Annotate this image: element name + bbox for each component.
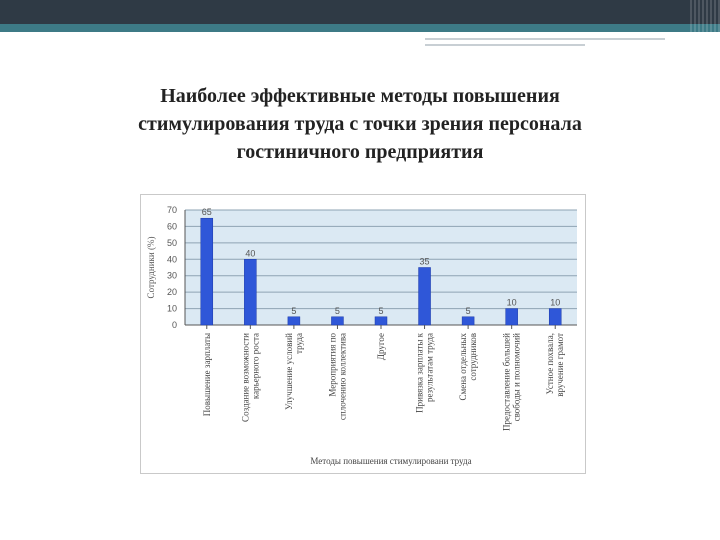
chart-frame — [140, 194, 586, 474]
bar — [244, 259, 256, 325]
y-tick-label: 0 — [171, 320, 177, 330]
x-tick-label: Создание возможностикарьерного роста — [240, 333, 261, 422]
data-label: 5 — [291, 305, 297, 316]
bar — [462, 317, 474, 325]
x-axis-label: Методы повышения стимулировани труда — [310, 456, 472, 466]
bar — [201, 218, 213, 325]
y-tick-label: 50 — [166, 237, 177, 248]
x-tick-label: Другое — [376, 333, 386, 361]
y-tick-label: 60 — [166, 221, 177, 232]
slide-title: Наиболее эффективные методы повышения стимулирования труда с точки зрения персонала гостиничного предприятия — [138, 85, 582, 163]
x-tick-label: Повышение зарплаты — [201, 333, 212, 417]
bar — [331, 317, 343, 325]
data-label: 65 — [201, 207, 212, 218]
x-tick-label: Привязка зарплаты крезультатам труда — [414, 333, 435, 413]
y-tick-label: 70 — [166, 205, 177, 215]
x-tick-label: Смена отдельныхсотрудников — [458, 333, 479, 401]
y-tick-label: 20 — [166, 287, 177, 298]
data-label: 10 — [506, 297, 517, 308]
bar — [419, 268, 431, 326]
slide-accent-bar — [0, 24, 720, 32]
decorative-line — [425, 38, 665, 40]
bar — [375, 317, 387, 325]
x-tick-label: Предоставление большейсвободы и полномочий — [501, 333, 522, 432]
data-label: 5 — [378, 305, 384, 316]
x-tick-label: Улучшение условийтруда — [283, 333, 304, 411]
y-tick-label: 30 — [166, 270, 177, 281]
decorative-line — [425, 44, 585, 46]
x-tick-label: Устное похвала,вручение грамот — [545, 333, 566, 397]
x-tick-label: Мероприятия посплочению коллектива — [327, 333, 348, 421]
y-tick-label: 10 — [166, 303, 177, 314]
y-axis-label: Сотрудники (%) — [146, 236, 156, 299]
decorative-stripes — [690, 0, 720, 50]
y-tick-label: 40 — [166, 254, 177, 265]
data-label: 10 — [550, 297, 561, 308]
data-label: 40 — [245, 248, 256, 259]
data-label: 5 — [465, 305, 471, 316]
slide-top-bar — [0, 0, 720, 24]
data-label: 5 — [334, 305, 340, 316]
bar — [506, 309, 518, 325]
data-label: 35 — [419, 256, 430, 267]
bar — [288, 317, 300, 325]
bar-chart — [141, 195, 585, 473]
bar — [549, 309, 561, 325]
